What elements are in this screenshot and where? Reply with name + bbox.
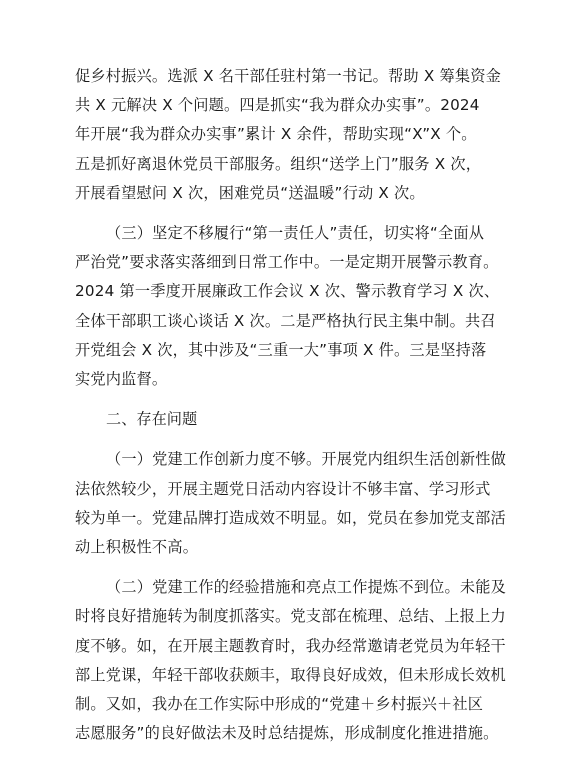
text-line: 开展看望慰问 X 次，困难党员“送温暖”行动 X 次。 xyxy=(75,183,425,202)
text-line: 开党组会 X 次，其中涉及“三重一大”事项 X 件。三是坚持落 xyxy=(75,340,487,359)
text-line: 严治党”要求落实落细到日常工作中。一是定期开展警示教育。 xyxy=(75,253,499,272)
section-heading-problems: 二、存在问题 xyxy=(106,410,198,429)
paragraph-experience-measures xyxy=(75,573,511,748)
paragraph-spacer xyxy=(75,434,511,445)
text-line: 共 X 元解决 X 个问题。四是抓实“我为群众办实事”。2024 xyxy=(75,96,480,115)
paragraph-innovation xyxy=(75,445,511,562)
text-line: 促乡村振兴。选派 X 名干部任驻村第一书记。帮助 X 筹集资金 xyxy=(75,67,502,85)
text-line: 动上积极性不高。 xyxy=(75,538,199,557)
text-line: （三）坚定不移履行“第一责任人”责任，切实将“全面从 xyxy=(106,224,485,243)
text-line: 制。又如，我办在工作实际中形成的“党建＋乡村振兴＋社区 xyxy=(75,695,484,714)
text-line: 全体干部职工谈心谈话 X 次。二是严格执行民主集中制。共召 xyxy=(75,311,496,330)
document-body xyxy=(75,62,511,748)
text-line: 法依然较少，开展主题党日活动内容设计不够丰富、学习形式 xyxy=(75,479,491,498)
paragraph-spacer xyxy=(75,208,511,219)
text-line: 五是抓好离退休党员干部服务。组织“送学上门”服务 X 次， xyxy=(75,154,482,173)
paragraph-first-responsibility xyxy=(75,219,511,394)
text-line: 度不够。如，在开展主题教育时，我办经常邀请老党员为年轻干 xyxy=(75,636,506,655)
paragraph-spacer xyxy=(75,562,511,573)
text-line: 2024 第一季度开展廉政工作会议 X 次、警示教育学习 X 次、 xyxy=(75,282,500,301)
paragraph-rural-revitalization xyxy=(75,62,511,208)
text-line: 实党内监督。 xyxy=(75,370,168,389)
text-line: 较为单一。党建品牌打造成效不明显。如，党员在参加党支部活 xyxy=(75,508,506,527)
text-line: 部上党课，年轻干部收获颇丰，取得良好成效，但未形成长效机 xyxy=(75,665,506,684)
text-line: 志愿服务”的良好做法未及时总结提炼，形成制度化推进措施。 xyxy=(75,724,499,743)
text-line: （一）党建工作创新力度不够。开展党内组织生活创新性做 xyxy=(106,450,507,469)
text-line: 时将良好措施转为制度抓落实。党支部在梳理、总结、上报上力 xyxy=(75,607,506,626)
text-line: （二）党建工作的经验措施和亮点工作提炼不到位。未能及 xyxy=(106,578,507,597)
paragraph-spacer xyxy=(75,394,511,405)
text-line: 年开展“我为群众办实事”累计 X 余件，帮助实现“X”X 个。 xyxy=(75,125,477,144)
